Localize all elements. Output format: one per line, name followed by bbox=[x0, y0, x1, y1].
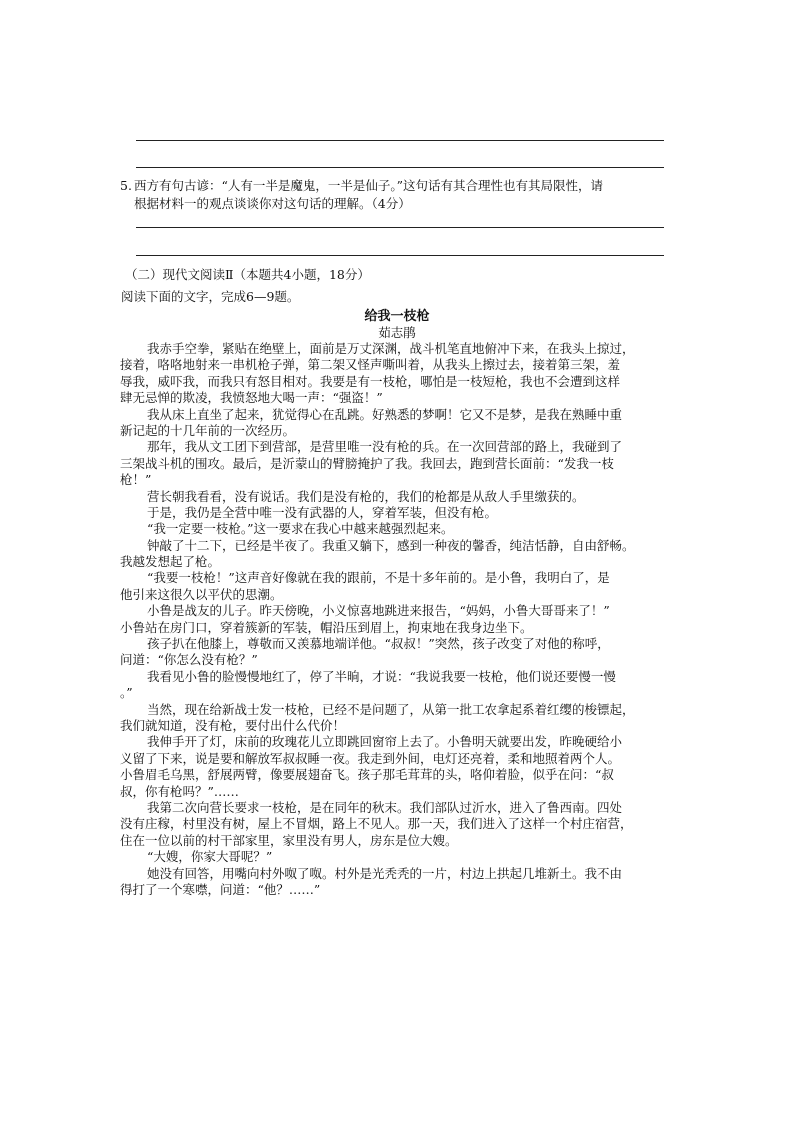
article-line: 我伸手开了灯，床前的玫瑰花儿立即跳回窗帘上去了。小鲁明天就要出发，昨晚硬给小 bbox=[147, 734, 623, 750]
article-line: “我一定要一枝枪。”这一要求在我心中越来越强烈起来。 bbox=[147, 521, 454, 537]
article-line: 营长朝我看看，没有说话。我们是没有枪的，我们的枪都是从敌人手里缴获的。 bbox=[147, 488, 585, 504]
article-line: 孩子扒在他膝上，尊敬而又羡慕地端详他。“叔叔！”突然，孩子改变了对他的称呼， bbox=[147, 636, 610, 652]
article-line: 她没有回答，用嘴向村外呶了呶。村外是光秃秃的一片，村边上拱起几堆新土。我不由 bbox=[147, 865, 623, 881]
question-5 bbox=[120, 177, 680, 213]
article-line: 问道：“你怎么没有枪？” bbox=[120, 652, 258, 668]
article-line: 于是，我仍是全营中唯一没有武器的人，穿着军装，但没有枪。 bbox=[147, 504, 498, 520]
article-line: 我越发想起了枪。 bbox=[120, 554, 221, 570]
article-line: 肆无忌惮的欺凌，我愤怒地大喝一声：“强盗！” bbox=[120, 390, 383, 406]
answer-line bbox=[136, 227, 664, 228]
article-line: 我看见小鲁的脸慢慢地红了，停了半晌，才说：“我说我要一枝枪，他们说还要慢一慢 bbox=[147, 668, 616, 684]
article-line: 。” bbox=[120, 685, 133, 701]
article-line: “大嫂，你家大哥呢？” bbox=[147, 849, 273, 865]
article-line: 他引来这很久以平伏的思潮。 bbox=[120, 586, 283, 602]
article-title: 给我一枝枪 bbox=[364, 309, 430, 324]
article-body bbox=[120, 341, 672, 898]
article-line: 三架战斗机的围攻。最后，是沂蒙山的臂膀掩护了我。我回去，跑到营长面前：“发我一枝 bbox=[120, 455, 614, 471]
article-line: 当然，现在给新战士发一枝枪，已经不是问题了，从第一批工农拿起系着红缨的梭镖起， bbox=[147, 701, 635, 717]
article-line: 我第二次向营长要求一枝枪，是在同年的秋末。我们部队过沂水，进入了鲁西南。四处 bbox=[147, 799, 623, 815]
article-line: 我们就知道，没有枪，要付出什么代价！ bbox=[120, 717, 346, 733]
article-line: 没有庄稼，村里没有树，屋上不冒烟，路上不见人。那一天，我们进入了这样一个村庄宿营， bbox=[120, 816, 633, 832]
answer-line bbox=[136, 167, 664, 168]
answer-line bbox=[136, 255, 664, 256]
article-line: 辱我，威吓我，而我只有怒目相对。我要是有一枝枪，哪怕是一枝短枪，我也不会遭到这样 bbox=[120, 373, 621, 389]
article-line: 小鲁站在房门口，穿着簇新的军装，帽沿压到眉上，拘束地在我身边坐下。 bbox=[120, 619, 533, 635]
article-line: 义留了下来，说是要和解放军叔叔睡一夜。我走到外间，电灯还亮着，柔和地照着两个人。 bbox=[120, 750, 621, 766]
article-line: 那年，我从文工团下到营部，是营里唯一没有枪的兵。在一次回营部的路上，我碰到了 bbox=[147, 439, 623, 455]
question-text-line: 西方有句古谚：“人有一半是魔鬼，一半是仙子。”这句话有其合理性也有其局限性，请 bbox=[133, 178, 603, 193]
article-line: 我从床上直坐了起来，犹觉得心在乱跳。好熟悉的梦啊！它又不是梦，是我在熟睡中重 bbox=[147, 406, 623, 422]
answer-line bbox=[136, 140, 664, 141]
article-line: 我赤手空拳，紧贴在绝壁上，面前是万丈深渊，战斗机笔直地俯冲下来，在我头上掠过， bbox=[147, 341, 635, 356]
article-line: 小鲁是战友的儿子。昨天傍晚，小义惊喜地跳进来报告，“妈妈，小鲁大哥哥来了！” bbox=[147, 603, 610, 619]
article-author: 茹志鹃 bbox=[378, 325, 416, 340]
section-heading: （二）现代文阅读Ⅱ（本题共4小题，18分） bbox=[125, 267, 370, 282]
article-line: “我要一枝枪！”这声音好像就在我的跟前，不是十多年前的。是小鲁，我明白了，是 bbox=[147, 570, 610, 586]
article-line: 得打了一个寒噤，问道：“他？……” bbox=[120, 881, 321, 897]
article-line: 枪！” bbox=[120, 472, 152, 488]
article-line: 钟敲了十二下，已经是半夜了。我重又躺下，感到一种夜的馨香，纯洁恬静，自由舒畅。 bbox=[147, 537, 635, 553]
article-line: 住在一位以前的村干部家里，家里没有男人，房东是位大嫂。 bbox=[120, 832, 458, 848]
article-line: 接着，咯咯地射来一串机枪子弹，第二架又怪声嘶叫着，从我头上擦过去，接着第三架，羞 bbox=[120, 357, 621, 373]
article-line: 叔，你有枪吗？”…… bbox=[120, 783, 239, 799]
article-line: 新记起的十几年前的一次经历。 bbox=[120, 422, 296, 438]
article-line: 小鲁眉毛乌黑，舒展两臂，像要展翅奋飞。孩子那毛茸茸的头，咯仰着脸，似乎在问：“叔 bbox=[120, 767, 614, 783]
question-text-line: 根据材料一的观点谈谈你对这句话的理解。（4分） bbox=[134, 196, 411, 211]
section-instruction: 阅读下面的文字，完成6—9题。 bbox=[121, 289, 300, 304]
question-number: 5. bbox=[120, 178, 132, 193]
